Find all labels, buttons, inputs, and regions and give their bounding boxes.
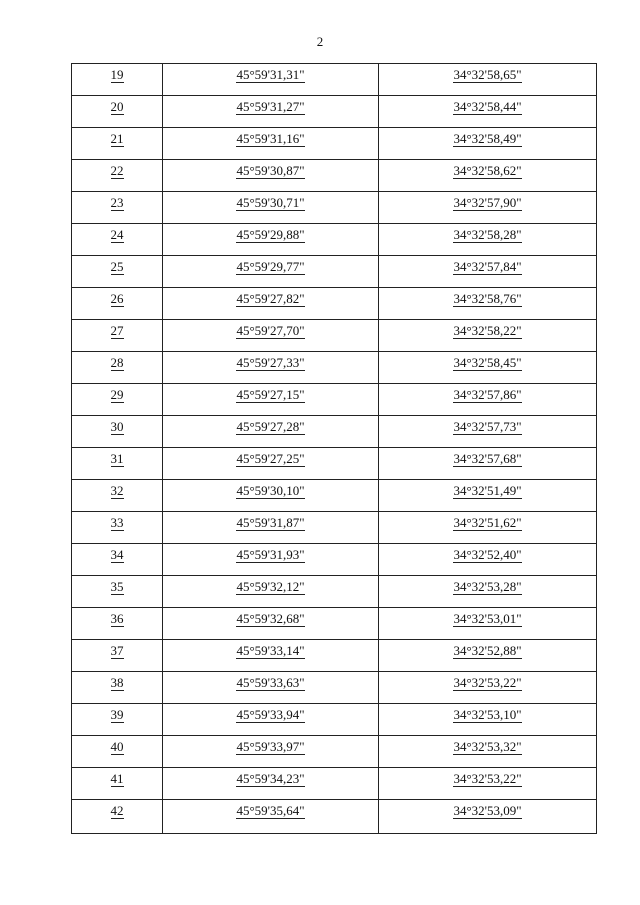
longitude-value: 34°32'58,65" <box>453 64 521 83</box>
table-row <box>72 384 597 416</box>
point-number: 24 <box>111 224 124 243</box>
longitude-value: 34°32'57,90" <box>453 192 521 211</box>
point-number-cell <box>72 160 163 192</box>
table-row <box>72 576 597 608</box>
point-number-cell <box>72 96 163 128</box>
longitude-cell <box>379 384 597 416</box>
point-number: 28 <box>111 352 124 371</box>
point-number-cell <box>72 320 163 352</box>
latitude-cell <box>163 128 379 160</box>
point-number-cell <box>72 64 163 96</box>
point-number-cell <box>72 448 163 480</box>
longitude-cell <box>379 256 597 288</box>
point-number: 38 <box>111 672 124 691</box>
latitude-value: 45°59'31,27" <box>236 96 304 115</box>
latitude-cell <box>163 64 379 96</box>
longitude-cell <box>379 224 597 256</box>
point-number: 21 <box>111 128 124 147</box>
latitude-cell <box>163 576 379 608</box>
longitude-value: 34°32'57,73" <box>453 416 521 435</box>
latitude-cell <box>163 160 379 192</box>
longitude-cell <box>379 608 597 640</box>
latitude-cell <box>163 512 379 544</box>
table-row <box>72 128 597 160</box>
point-number-cell <box>72 192 163 224</box>
longitude-value: 34°32'58,44" <box>453 96 521 115</box>
point-number-cell <box>72 768 163 800</box>
longitude-value: 34°32'58,45" <box>453 352 521 371</box>
latitude-value: 45°59'33,94" <box>236 704 304 723</box>
point-number: 32 <box>111 480 124 499</box>
longitude-cell <box>379 480 597 512</box>
latitude-cell <box>163 608 379 640</box>
longitude-cell <box>379 192 597 224</box>
longitude-cell <box>379 672 597 704</box>
point-number: 35 <box>111 576 124 595</box>
latitude-value: 45°59'31,93" <box>236 544 304 563</box>
point-number-cell <box>72 480 163 512</box>
longitude-cell <box>379 448 597 480</box>
table-row <box>72 320 597 352</box>
point-number: 19 <box>111 64 124 83</box>
table-row <box>72 736 597 768</box>
longitude-cell <box>379 576 597 608</box>
longitude-value: 34°32'53,01" <box>453 608 521 627</box>
latitude-value: 45°59'33,97" <box>236 736 304 755</box>
longitude-cell <box>379 352 597 384</box>
point-number-cell <box>72 576 163 608</box>
longitude-value: 34°32'58,28" <box>453 224 521 243</box>
table-row <box>72 64 597 96</box>
latitude-value: 45°59'33,63" <box>236 672 304 691</box>
table-row <box>72 544 597 576</box>
latitude-value: 45°59'31,16" <box>236 128 304 147</box>
point-number-cell <box>72 512 163 544</box>
longitude-cell <box>379 800 597 834</box>
longitude-cell <box>379 64 597 96</box>
table-row <box>72 672 597 704</box>
coordinates-table <box>71 63 597 834</box>
latitude-value: 45°59'29,77" <box>236 256 304 275</box>
latitude-value: 45°59'30,71" <box>236 192 304 211</box>
latitude-cell <box>163 704 379 736</box>
table-row <box>72 608 597 640</box>
point-number: 25 <box>111 256 124 275</box>
latitude-value: 45°59'34,23" <box>236 768 304 787</box>
point-number: 39 <box>111 704 124 723</box>
longitude-value: 34°32'53,22" <box>453 672 521 691</box>
point-number: 27 <box>111 320 124 339</box>
point-number: 31 <box>111 448 124 467</box>
point-number-cell <box>72 256 163 288</box>
point-number: 26 <box>111 288 124 307</box>
point-number-cell <box>72 352 163 384</box>
table-row <box>72 224 597 256</box>
longitude-value: 34°32'58,76" <box>453 288 521 307</box>
latitude-cell <box>163 480 379 512</box>
table-row <box>72 640 597 672</box>
longitude-value: 34°32'51,62" <box>453 512 521 531</box>
table-row <box>72 256 597 288</box>
point-number-cell <box>72 544 163 576</box>
table-row <box>72 768 597 800</box>
longitude-cell <box>379 288 597 320</box>
point-number: 20 <box>111 96 124 115</box>
latitude-value: 45°59'27,82" <box>236 288 304 307</box>
longitude-value: 34°32'58,22" <box>453 320 521 339</box>
latitude-cell <box>163 448 379 480</box>
point-number: 42 <box>111 800 124 819</box>
latitude-value: 45°59'30,87" <box>236 160 304 179</box>
longitude-cell <box>379 96 597 128</box>
point-number: 36 <box>111 608 124 627</box>
point-number: 23 <box>111 192 124 211</box>
page-number: 2 <box>316 34 324 49</box>
table-row <box>72 704 597 736</box>
point-number-cell <box>72 416 163 448</box>
table-row <box>72 416 597 448</box>
point-number: 41 <box>111 768 124 787</box>
latitude-value: 45°59'35,64" <box>236 800 304 819</box>
latitude-cell <box>163 256 379 288</box>
longitude-value: 34°32'58,49" <box>453 128 521 147</box>
table-row <box>72 352 597 384</box>
longitude-value: 34°32'51,49" <box>453 480 521 499</box>
point-number-cell <box>72 224 163 256</box>
latitude-cell <box>163 96 379 128</box>
point-number: 30 <box>111 416 124 435</box>
longitude-cell <box>379 736 597 768</box>
table-row <box>72 192 597 224</box>
latitude-cell <box>163 768 379 800</box>
latitude-cell <box>163 736 379 768</box>
table-row <box>72 512 597 544</box>
longitude-cell <box>379 768 597 800</box>
latitude-cell <box>163 288 379 320</box>
longitude-cell <box>379 512 597 544</box>
point-number-cell <box>72 128 163 160</box>
point-number: 40 <box>111 736 124 755</box>
point-number-cell <box>72 800 163 834</box>
longitude-value: 34°32'53,32" <box>453 736 521 755</box>
table-row <box>72 96 597 128</box>
longitude-value: 34°32'58,62" <box>453 160 521 179</box>
table-row <box>72 288 597 320</box>
point-number: 37 <box>111 640 124 659</box>
longitude-cell <box>379 704 597 736</box>
longitude-value: 34°32'57,84" <box>453 256 521 275</box>
longitude-value: 34°32'57,68" <box>453 448 521 467</box>
latitude-value: 45°59'29,88" <box>236 224 304 243</box>
point-number: 22 <box>111 160 124 179</box>
longitude-cell <box>379 128 597 160</box>
longitude-cell <box>379 640 597 672</box>
longitude-value: 34°32'52,88" <box>453 640 521 659</box>
latitude-cell <box>163 800 379 834</box>
latitude-value: 45°59'27,70" <box>236 320 304 339</box>
point-number-cell <box>72 608 163 640</box>
latitude-value: 45°59'31,31" <box>236 64 304 83</box>
latitude-value: 45°59'33,14" <box>236 640 304 659</box>
point-number-cell <box>72 384 163 416</box>
latitude-cell <box>163 192 379 224</box>
point-number-cell <box>72 640 163 672</box>
latitude-value: 45°59'32,68" <box>236 608 304 627</box>
longitude-cell <box>379 320 597 352</box>
longitude-value: 34°32'57,86" <box>453 384 521 403</box>
longitude-value: 34°32'53,09" <box>453 800 521 819</box>
latitude-value: 45°59'30,10" <box>236 480 304 499</box>
latitude-value: 45°59'32,12" <box>236 576 304 595</box>
table-row <box>72 448 597 480</box>
latitude-value: 45°59'27,33" <box>236 352 304 371</box>
point-number-cell <box>72 288 163 320</box>
latitude-cell <box>163 640 379 672</box>
latitude-cell <box>163 672 379 704</box>
longitude-cell <box>379 544 597 576</box>
point-number-cell <box>72 672 163 704</box>
table-row <box>72 480 597 512</box>
longitude-value: 34°32'53,28" <box>453 576 521 595</box>
latitude-cell <box>163 544 379 576</box>
point-number: 34 <box>111 544 124 563</box>
latitude-cell <box>163 320 379 352</box>
point-number: 33 <box>111 512 124 531</box>
longitude-value: 34°32'53,10" <box>453 704 521 723</box>
point-number-cell <box>72 704 163 736</box>
latitude-cell <box>163 352 379 384</box>
latitude-value: 45°59'27,15" <box>236 384 304 403</box>
point-number: 29 <box>111 384 124 403</box>
table-row <box>72 800 597 834</box>
table-row <box>72 160 597 192</box>
latitude-value: 45°59'31,87" <box>236 512 304 531</box>
latitude-cell <box>163 224 379 256</box>
longitude-cell <box>379 416 597 448</box>
coordinates-table-body <box>72 64 597 834</box>
longitude-value: 34°32'52,40" <box>453 544 521 563</box>
latitude-value: 45°59'27,28" <box>236 416 304 435</box>
point-number-cell <box>72 736 163 768</box>
latitude-cell <box>163 416 379 448</box>
latitude-cell <box>163 384 379 416</box>
latitude-value: 45°59'27,25" <box>236 448 304 467</box>
longitude-value: 34°32'53,22" <box>453 768 521 787</box>
longitude-cell <box>379 160 597 192</box>
